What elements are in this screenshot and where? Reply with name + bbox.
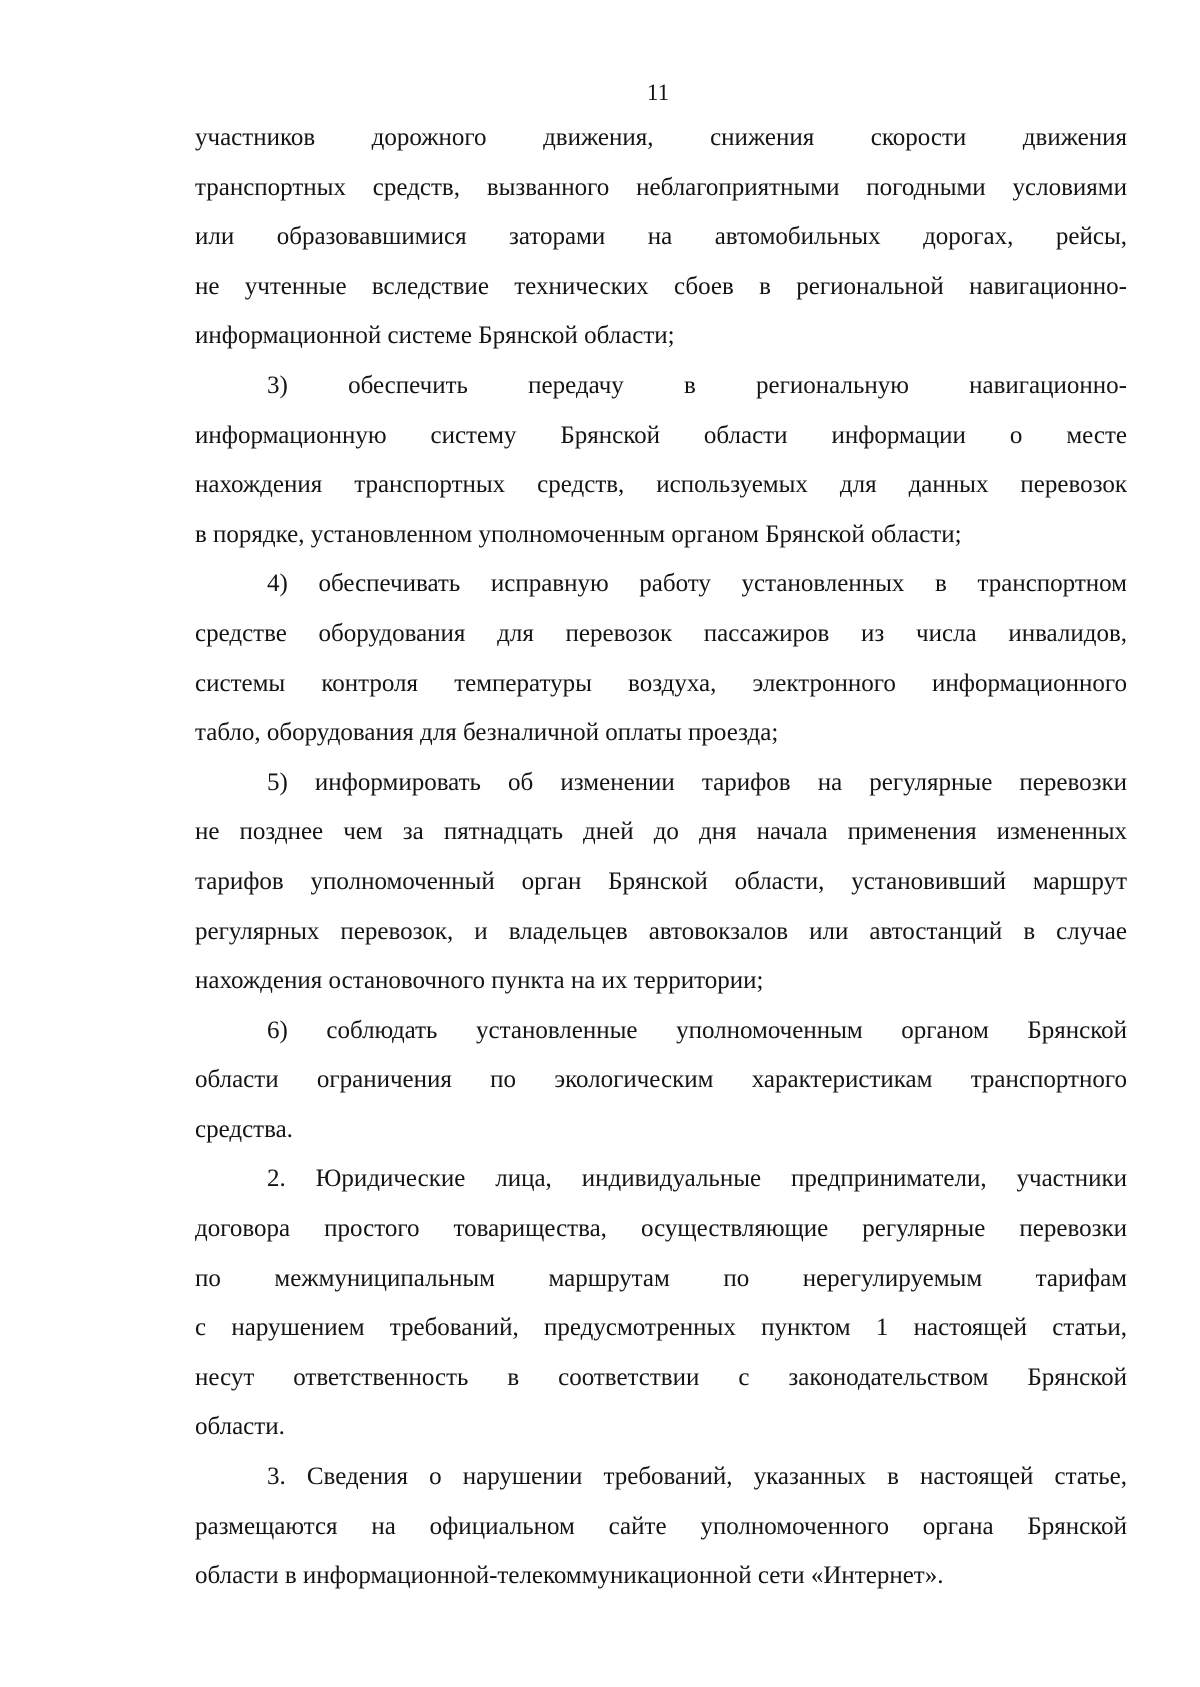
paragraph	[195, 1154, 1127, 1452]
text-line: 4) обеспечивать исправную работу установленных в транспортном	[267, 570, 1127, 598]
text-line: системы контроля температуры воздуха, электронного информационного	[195, 669, 1127, 697]
text-line: договора простого товарищества, осуществляющие регулярные перевозки	[195, 1215, 1127, 1243]
text-line: информационную систему Брянской области информации о месте	[195, 421, 1127, 449]
text-line: 3. Сведения о нарушении требований, указанных в настоящей статье,	[267, 1463, 1127, 1491]
text-line: размещаются на официальном сайте уполномоченного органа Брянской	[195, 1512, 1127, 1540]
text-line: 3) обеспечить передачу в региональную навигационно-	[267, 371, 1127, 399]
paragraph	[195, 361, 1127, 559]
text-line: 6) соблюдать установленные уполномоченным органом Брянской	[267, 1016, 1127, 1044]
text-line: регулярных перевозок, и владельцев автовокзалов или автостанций в случае	[195, 917, 1127, 945]
text-line: области ограничения по экологическим характеристикам транспортного	[195, 1066, 1127, 1094]
paragraph	[195, 559, 1127, 757]
text-line: не учтенные вследствие технических сбоев в региональной навигационно-	[195, 272, 1127, 300]
paragraph	[195, 113, 1127, 361]
paragraph	[195, 1006, 1127, 1155]
paragraph	[195, 758, 1127, 1006]
text-line: несут ответственность в соответствии с законодательством Брянской	[195, 1363, 1127, 1391]
paragraph	[195, 1452, 1127, 1601]
text-line: по межмуниципальным маршрутам по нерегулируемым тарифам	[195, 1264, 1127, 1292]
text-line: с нарушением требований, предусмотренных пунктом 1 настоящей статьи,	[195, 1314, 1127, 1342]
page-number: 11	[646, 80, 670, 105]
text-line: нахождения транспортных средств, используемых для данных перевозок	[195, 471, 1127, 499]
text-line: информационной системе Брянской области;	[195, 322, 675, 350]
text-line: не позднее чем за пятнадцать дней до дня начала применения измененных	[195, 818, 1127, 846]
text-line: табло, оборудования для безналичной оплаты проезда;	[195, 719, 779, 747]
text-line: тарифов уполномоченный орган Брянской области, установивший маршрут	[195, 867, 1127, 895]
text-line: 5) информировать об изменении тарифов на регулярные перевозки	[267, 768, 1127, 796]
text-line: нахождения остановочного пункта на их территории;	[195, 967, 764, 995]
text-line: области в информационной-телекоммуникационной сети «Интернет».	[195, 1562, 944, 1590]
text-line: транспортных средств, вызванного неблагоприятными погодными условиями	[195, 173, 1127, 201]
text-line: средства.	[195, 1115, 293, 1143]
text-line: в порядке, установленном уполномоченным органом Брянской области;	[195, 520, 962, 548]
text-line: 2. Юридические лица, индивидуальные предприниматели, участники	[267, 1165, 1127, 1193]
text-line: участников дорожного движения, снижения скорости движения	[195, 124, 1127, 151]
document-body	[195, 113, 1127, 1601]
text-line: средстве оборудования для перевозок пассажиров из числа инвалидов,	[195, 619, 1127, 647]
text-line: или образовавшимися заторами на автомобильных дорогах, рейсы,	[195, 223, 1127, 251]
text-line: области.	[195, 1413, 285, 1441]
